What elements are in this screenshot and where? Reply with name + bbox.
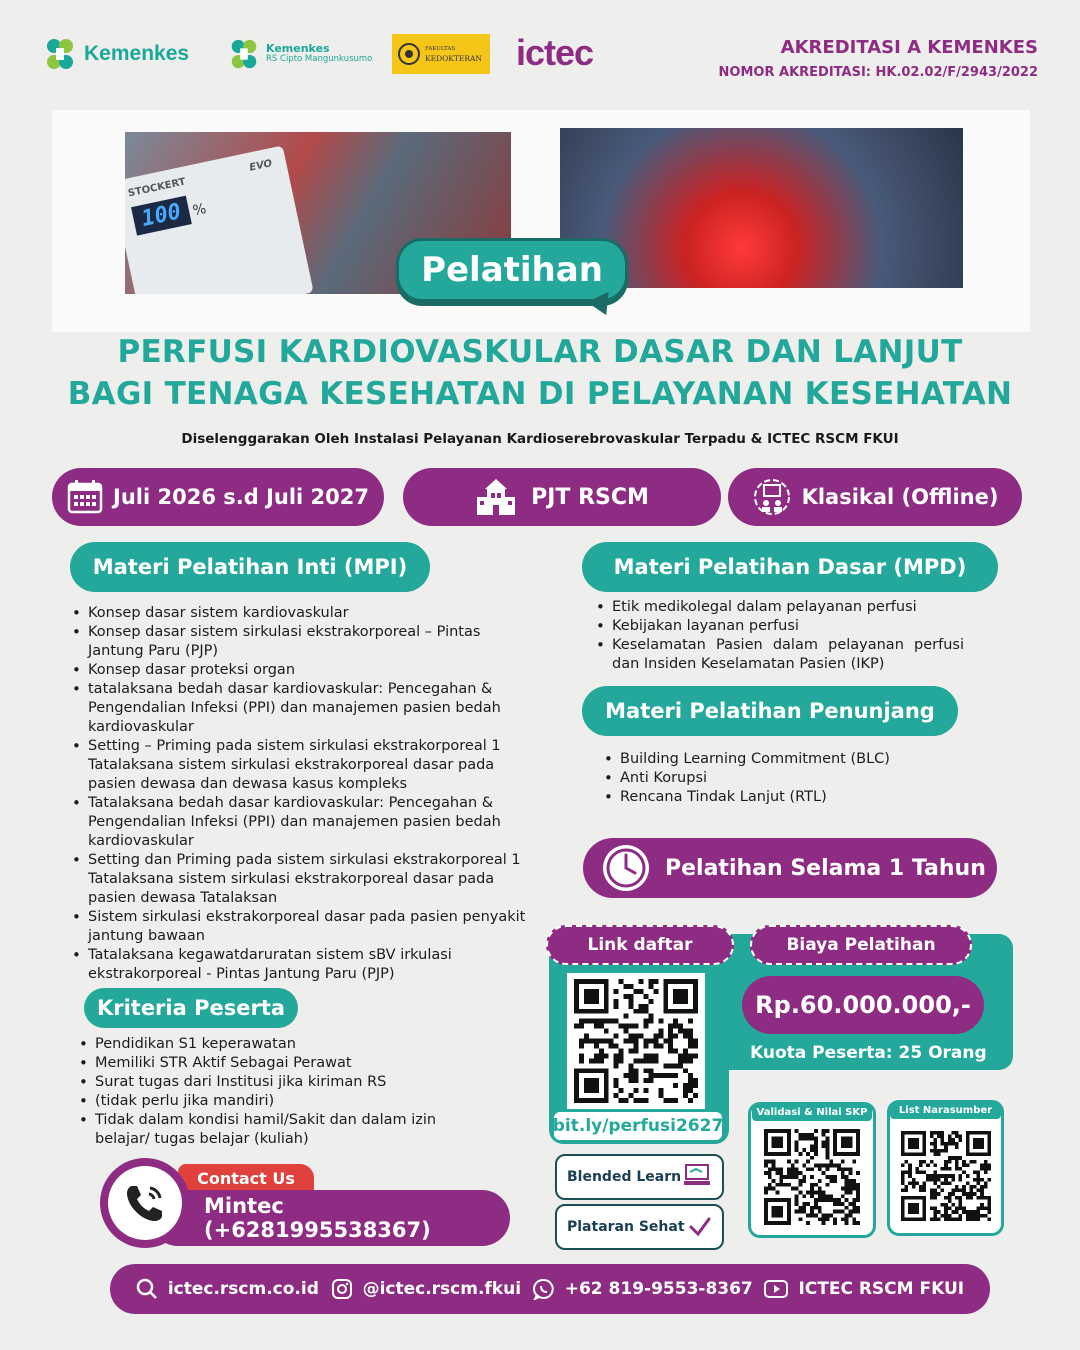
classroom-icon <box>752 477 792 517</box>
kemenkes-rscm-logo-icon <box>227 37 261 71</box>
title-line2: BAGI TENAGA KESEHATAN DI PELAYANAN KESEHATAN <box>67 376 1013 412</box>
mode-text: Klasikal (Offline) <box>801 485 999 509</box>
fee-pill <box>742 976 984 1034</box>
pelatihan-badge <box>396 238 628 302</box>
search-icon <box>136 1278 158 1300</box>
footer-instagram[interactable] <box>331 1278 521 1300</box>
logo-rscm-line1: Kemenkes <box>266 42 330 55</box>
kriteria-item: • Surat tugas dari Institusi jika kiriman RS <box>75 1073 475 1092</box>
device-brand: STOCKERT <box>127 176 187 200</box>
mpd-item: • Keselamatan Pasien dalam pelayanan perfusi dan Insiden Keselamatan Pasien (IKP) <box>592 636 964 674</box>
plataran-sehat-button[interactable] <box>555 1204 724 1250</box>
clock-icon <box>601 843 651 893</box>
logo-kemenkes-rscm <box>227 34 377 74</box>
perfusion-device <box>125 145 314 294</box>
footer-whatsapp-text: +62 819-9553-8367 <box>564 1279 753 1299</box>
biaya-text: Biaya Pelatihan <box>786 935 936 955</box>
kriteria-item: • (tidak perlu jika mandiri) <box>75 1092 475 1111</box>
pelatihan-badge-text: Pelatihan <box>421 250 603 290</box>
mpd-item: • Kebijakan layanan perfusi <box>592 617 964 636</box>
qr-narasumber-label: List Narasumber <box>890 1102 1001 1119</box>
plataran-sehat-text: Plataran Sehat <box>567 1219 685 1235</box>
qr-validasi-code[interactable] <box>764 1128 860 1226</box>
link-daftar-text: Link daftar <box>587 935 693 955</box>
kriteria-item: • Tidak dalam kondisi hamil/Sakit dan dalam izin belajar/ tugas belajar (kuliah) <box>75 1111 475 1149</box>
mode-pill <box>728 468 1022 526</box>
contact-value: Mintec (+6281995538367) <box>204 1194 431 1242</box>
penunjang-item: • Building Learning Commitment (BLC) <box>600 750 980 769</box>
penunjang-heading <box>582 686 958 736</box>
logo-fk <box>392 34 490 74</box>
duration-pill <box>583 838 997 898</box>
date-pill <box>52 468 384 526</box>
checkmark-icon <box>688 1215 712 1239</box>
contact-pill[interactable] <box>150 1190 510 1246</box>
device-model: EVO <box>248 158 274 174</box>
qr-narasumber-code[interactable] <box>901 1130 991 1222</box>
footer-whatsapp[interactable] <box>533 1278 753 1300</box>
footer-youtube[interactable] <box>764 1279 964 1299</box>
penunjang-heading-text: Materi Pelatihan Penunjang <box>605 699 935 723</box>
mpd-heading-text: Materi Pelatihan Dasar (MPD) <box>613 555 967 579</box>
quota-text: Kuota Peserta: 25 Orang <box>750 1043 987 1063</box>
youtube-icon <box>764 1279 788 1299</box>
mpi-item: • Setting dan Priming pada sistem sirkulasi ekstrakorporeal 1 Tatalaksana sistem sirkulasi ekstrakorporeal dasar pada pasien dewasa Tatalaksan <box>68 851 538 908</box>
footer-youtube-text: ICTEC RSCM FKUI <box>798 1279 965 1299</box>
qr-validasi-label: Validasi & Nilai SKP <box>752 1104 872 1121</box>
kemenkes-logo-icon <box>42 36 78 72</box>
registration-qr-code[interactable] <box>567 973 705 1109</box>
blended-learn-button[interactable] <box>555 1154 724 1200</box>
mpd-item: • Etik medikolegal dalam pelayanan perfusi <box>592 598 964 617</box>
kriteria-item: • Pendidikan S1 keperawatan <box>75 1035 475 1054</box>
makara-logo-icon <box>398 41 420 67</box>
mpi-item: • Konsep dasar proteksi organ <box>68 661 538 680</box>
logo-fk-line2: KEDOKTERAN <box>425 54 482 63</box>
logo-rscm-line2: RS Cipto Mangunkusumo <box>266 54 373 64</box>
calendar-icon <box>67 480 103 514</box>
short-url[interactable]: bit.ly/perfusi2627 <box>554 1112 722 1140</box>
phone-icon <box>122 1180 168 1226</box>
contact-label-text: Contact Us <box>197 1168 295 1188</box>
mpi-item: • Setting – Priming pada sistem sirkulasi ekstrakorporeal 1 Tatalaksana sistem sirkulasi ekstrakorporeal dasar pada pasien dewasa dan dewasa kasus kompleks <box>68 737 538 794</box>
blended-learn-text: Blended Learn <box>567 1169 682 1185</box>
date-text: Juli 2026 s.d Juli 2027 <box>113 485 369 509</box>
kriteria-list <box>75 1035 475 1149</box>
footer-instagram-text: @ictec.rscm.fkui <box>362 1279 522 1299</box>
organizer-text: Diselenggarakan Oleh Instalasi Pelayanan Kardioserebrovaskular Terpadu & ICTEC RSCM FKUI <box>181 431 899 447</box>
mpi-heading-text: Materi Pelatihan Inti (MPI) <box>92 555 408 579</box>
instagram-icon <box>331 1278 353 1300</box>
kriteria-heading <box>84 988 298 1028</box>
logo-fk-line1: FAKULTAS <box>425 46 456 52</box>
kriteria-heading-text: Kriteria Peserta <box>96 996 286 1020</box>
location-text: PJT RSCM <box>531 484 649 510</box>
logo-ictec: ictec <box>516 32 594 73</box>
accreditation-title: AKREDITASI A KEMENKES <box>780 37 1038 58</box>
penunjang-item: • Rencana Tindak Lanjut (RTL) <box>600 788 980 807</box>
penunjang-list <box>600 750 980 807</box>
building-icon <box>475 477 517 517</box>
mpi-item: • tatalaksana bedah dasar kardiovaskular: Pencegahan & Pengendalian Infeksi (PPI) dan manajemen pasien bedah kardiovaskular <box>68 680 538 737</box>
mpi-item: • Konsep dasar sistem sirkulasi ekstrakorporeal – Pintas Jantung Paru (PJP) <box>68 623 538 661</box>
kriteria-item: • Memiliki STR Aktif Sebagai Perawat <box>75 1054 475 1073</box>
link-daftar-label <box>546 925 734 965</box>
mpi-item: • Konsep dasar sistem kardiovaskular <box>68 604 538 623</box>
footer-website-text: ictec.rscm.co.id <box>167 1279 319 1299</box>
duration-text: Pelatihan Selama 1 Tahun <box>665 855 986 881</box>
device-display: 100 <box>131 196 192 236</box>
elearning-icon <box>682 1163 712 1191</box>
mpi-heading <box>70 542 430 592</box>
accreditation-number: NOMOR AKREDITASI: HK.02.02/F/2943/2022 <box>718 65 1038 80</box>
contact-label <box>178 1164 314 1192</box>
device-unit: % <box>191 200 208 220</box>
logo-kemenkes <box>42 34 202 74</box>
mpd-list <box>592 598 964 674</box>
biaya-label <box>750 925 972 965</box>
location-pill <box>403 468 721 526</box>
footer-bar <box>110 1264 990 1314</box>
fee-text: Rp.60.000.000,- <box>755 991 971 1019</box>
mpi-item: • Sistem sirkulasi ekstrakorporeal dasar pada pasien penyakit jantung bawaan <box>68 908 538 946</box>
logo-kemenkes-text: Kemenkes <box>84 42 190 65</box>
mpi-list <box>68 604 538 984</box>
whatsapp-icon <box>533 1278 555 1300</box>
mpi-item: • Tatalaksana kegawatdaruratan sistem sBV irkulasi ekstrakorporeal - Pintas Jantung Paru (PJP) <box>68 946 538 984</box>
mpd-heading <box>582 542 998 592</box>
title-line1: PERFUSI KARDIOVASKULAR DASAR DAN LANJUT <box>117 334 963 370</box>
phone-icon-circle <box>100 1158 190 1248</box>
footer-website[interactable] <box>136 1278 319 1300</box>
mpi-item: • Tatalaksana bedah dasar kardiovaskular: Pencegahan & Pengendalian Infeksi (PPI) dan manajemen pasien bedah kardiovaskular <box>68 794 538 851</box>
penunjang-item: • Anti Korupsi <box>600 769 980 788</box>
